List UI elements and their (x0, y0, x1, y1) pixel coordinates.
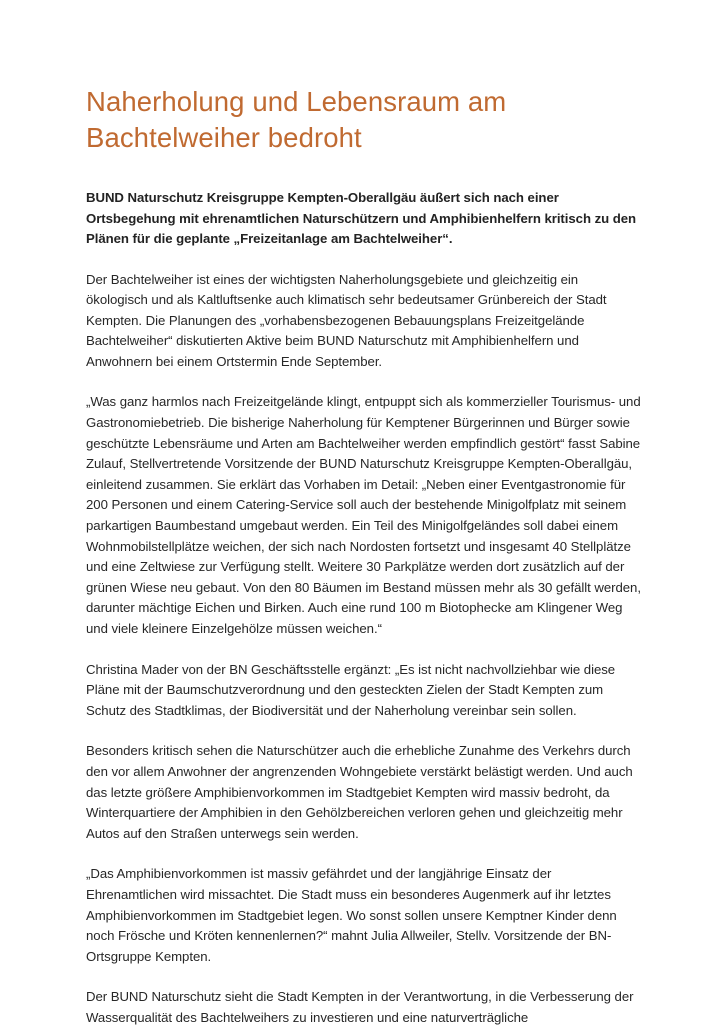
paragraph-4: Besonders kritisch sehen die Naturschützer auch die erhebliche Zunahme des Verkehrs durch den vor allem Anwohner der angrenzenden Wohngebiete verstärkt belästigt werden. Und auch das letzte größere Amphibienvorkommen im Stadtgebiet Kempten wird massiv bedroht, da Winterquartiere der Amphibien in den Gehölzbereichen verloren gehen und gleichzeitig mehr Autos auf den Straßen unterwegs sein werden. (86, 743, 633, 841)
body-paragraphs (86, 270, 642, 1029)
lead-paragraph: BUND Naturschutz Kreisgruppe Kempten-Oberallgäu äußert sich nach einer Ortsbegehung mit ehrenamtlichen Naturschützern und Amphibienhelfern kritisch zu den Plänen für die geplante „Freizeitanlage am Bachtelweiher“. (86, 190, 637, 246)
page-title: Naherholung und Lebensraum am Bachtelweiher bedroht (86, 86, 507, 153)
document-content (86, 84, 642, 1029)
paragraph-5: „Das Amphibienvorkommen ist massiv gefährdet und der langjährige Einsatz der Ehrenamtlichen wird missachtet. Die Stadt muss ein besonderes Augenmerk auf ihr letztes Amphibienvorkommen im Stadtgebiet legen. Wo sonst sollen unsere Kemptner Kinder denn noch Frösche und Kröten kennenlernen?“ mahnt Julia Allweiler, Stellv. Vorsitzende der BN-Ortsgruppe Kempten. (86, 866, 617, 964)
paragraph-6: Der BUND Naturschutz sieht die Stadt Kempten in der Verantwortung, in die Verbesserung der Wasserqualität des Bachtelweihers zu investieren und eine naturverträgliche (86, 989, 634, 1025)
paragraph-1: Der Bachtelweiher ist eines der wichtigsten Naherholungsgebiete und gleichzeitig ein ökologisch und als Kaltluftsenke auch klimatisch sehr bedeutsamer Grünbereich der Stadt Kempten. Die Planungen des „vorhabensbezogenen Bebauungsplans Freizeitgelände Bachtelweiher“ diskutierten Aktive beim BUND Naturschutz mit Amphibienhelfern und Anwohnern bei einem Ortstermin Ende September. (86, 271, 607, 369)
paragraph-2: „Was ganz harmlos nach Freizeitgelände klingt, entpuppt sich als kommerzieller Tourismus- und Gastronomiebetrieb. Die bisherige Naherholung für Kemptener Bürgerinnen und Bürger sowie geschützte Lebensräume und Arten am Bachtelweiher werden empfindlich gestört“ fasst Sabine Zulauf, Stellvertretende Vorsitzende der BUND Naturschutz Kreisgruppe Kempten-Oberallgäu, einleitend zusammen. Sie erklärt das Vorhaben im Detail: „Neben einer Eventgastronomie für 200 Personen und einem Catering-Service soll auch der bestehende Minigolfplatz mit seinem parkartigen Baumbestand umgebaut werden. Ein Teil des Minigolfgeländes soll dabei einem Wohnmobilstellplätze weichen, der sich nach Nordosten fortsetzt und insgesamt 40 Stellplätze und eine Zeltwiese zur Verfügung stellt. Weitere 30 Parkplätze werden dort zusätzlich auf der grünen Wiese neu gebaut. Von den 80 Bäumen im Bestand müssen mehr als 30 gefällt werden, darunter mächtige Eichen und Birken. Auch eine rund 100 m Biotophecke am Klingener Weg und viele kleinere Einzelgehölze müssen weichen.“ (86, 394, 641, 636)
paragraph-3: Christina Mader von der BN Geschäftsstelle ergänzt: „Es ist nicht nachvollziehbar wie diese Pläne mit der Baumschutzverordnung und den gesteckten Zielen der Stadt Kempten zum Schutz des Stadtklimas, der Biodiversität und der Naherholung vereinbar sein sollen. (86, 661, 616, 718)
